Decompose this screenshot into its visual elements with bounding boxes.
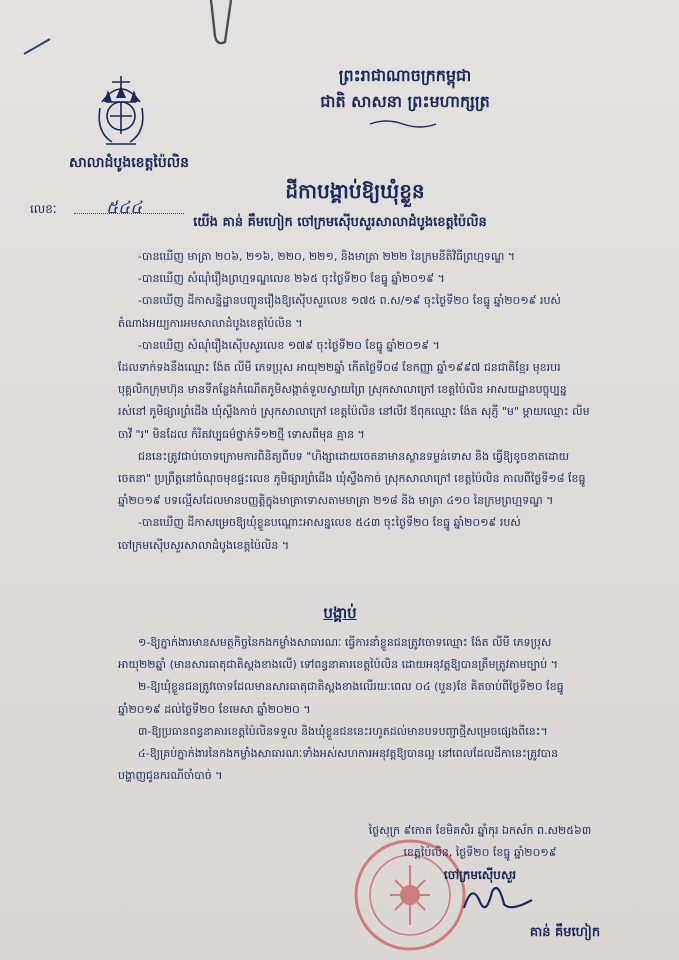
paragraph: -បានឃើញ ដីកាសន្និដ្ឋានបញ្ជូនរឿងឱ្យស៊ើបសួរលេខ ១៧៥ ព.ស/១៩ ចុះថ្ងៃទី២០ ខែធ្នូ ឆ្នាំ២០១៩ របស់	[138, 294, 561, 308]
number-value: ៥៤៤	[106, 198, 143, 218]
order-item: ឆ្នាំ២០១៩ ដល់ថ្ងៃទី២០ ខែមេសា ឆ្នាំ២០២០ ។	[118, 702, 311, 716]
paragraph: ឆ្នាំ២០១៩ បទល្មើសដែលមានបញ្ញត្តិក្នុងមាត្រាទោសតាមមាត្រា ២១៨ និង មាត្រា ៤១០ នៃក្រមព្រហ្មទណ្ឌ ។	[118, 494, 554, 508]
paragraph: -បានឃើញ សំណុំរឿងព្រហ្មទណ្ឌលេខ ២៦៥ ចុះថ្ងៃទី២០ ខែធ្នូ ឆ្នាំ២០១៩ ។	[138, 272, 445, 286]
place-date: ខេត្តប៉ៃលិន, ថ្ងៃទី២០ ខែធ្នូ ឆ្នាំ២០១៩	[403, 846, 557, 859]
paragraph: -បានឃើញ ដីកាសម្រេចឱ្យឃុំខ្លួនបណ្ដោះអាសន្នលេខ ៥៤៣ ចុះថ្ងៃទី២០ ខែធ្នូ ឆ្នាំ២០១៩ របស់	[138, 516, 521, 530]
number-label: លេខៈ	[30, 202, 57, 216]
ornament-divider-icon	[368, 118, 438, 130]
paragraph: -បានឃើញ មាត្រា ២០៦, ២១៦, ២២០, ២២១, និងមាត្រា ២២២ នៃក្រមនីតិវិធីព្រហ្មទណ្ឌ ។	[138, 250, 516, 263]
paragraph: -បានឃើញ សំណុំរឿងស៊ើបសួរលេខ ១៧៩ ចុះថ្ងៃទី២០ ខែធ្នូ ឆ្នាំ២០១៩ ។	[138, 338, 440, 352]
court-emblem-icon	[92, 72, 150, 150]
order-item: ៤-ឱ្យគ្រប់ភ្នាក់ងារនៃកងកម្លាំងសាធារណៈទាំងអស់សហការអនុវត្តឱ្យបានល្អ នៅពេលដែលដីកានេះត្រូវបាន	[138, 747, 559, 761]
paragraph: រស់នៅ ភូមិផ្សារព្រំដើង ឃុំស្ទឹងកាច់ ស្រុកសាលាក្រៅ ខេត្តប៉ៃលិន នៅលីវ ឪពុកឈ្មោះ ង៉ែត សុភ្ញី "ម" ម្ដាយឈ្មោះ លីម	[118, 405, 590, 419]
paragraph: តំណាងអយ្យការអមសាលាដំបូងខេត្តប៉ៃលិន ។	[118, 316, 303, 330]
document-title: ដីកាបង្គាប់ឱ្យឃុំខ្លួន	[285, 179, 425, 203]
paragraph: ដែលទាក់ទងនឹងឈ្មោះ ង៉ែត លីមី ភេទប្រុស អាយុ២២ឆ្នាំ កើតថ្ងៃទី០៨ ខែកញ្ញា ឆ្នាំ១៩៩៧ ជនជាតិខ្មែរ មុខរបរ	[118, 361, 561, 375]
signature-block	[330, 820, 630, 886]
document-heading: យើង គាន់ គឹមហៀក ចៅក្រមស៊ើបសួរសាលាដំបូងខេត្តប៉ៃលិន	[193, 215, 487, 230]
pen-mark-icon	[22, 36, 54, 56]
paragraph: ជននេះត្រូវជាប់ចោទក្រោមការពិនិត្យពីបទ "ហិង្សាដោយចេតនាមានស្ថានទម្ងន់ទោស និង ធ្វើឱ្យខូចខាតដោយ	[138, 449, 570, 463]
orders-list	[118, 632, 628, 787]
paper-clip-icon	[205, 0, 235, 48]
paragraph: ចៅក្រមស៊ើបសួរសាលាដំបូងខេត្តប៉ៃលិន ។	[118, 538, 290, 552]
document-body	[118, 246, 628, 557]
order-item: ១-ឱ្យភ្នាក់ងារមានសមត្ថកិច្ចនៃកងកម្លាំងសាធារណៈ ធ្វើការនាំខ្លួនជនត្រូវចោទឈ្មោះ ង៉ែត លីមី ភេទប្រុស	[138, 636, 552, 649]
paragraph: បុគ្គលិកក្រុមហ៊ុន មានទីកន្លែងកំណើតភូមិសង្កាត់ទួលស្វាយព្រៃ ស្រុកសាលាក្រៅ ខេត្តប៉ៃលិន អាសយដ្ឋានបច្ចុប្បន្ន	[118, 383, 567, 397]
department-name: សាលាដំបូងខេត្តប៉ៃលិន	[69, 155, 189, 171]
lunar-date: ថ្ងៃសុក្រ ៩កោត ខែមិគសិរ ឆ្នាំកុរ ឯកស័ក ព.ស២៥៦៣	[368, 824, 592, 837]
order-item: ២-ឱ្យឃុំខ្លួនជនត្រូវចោទដែលមានសារធាតុជាតិស្ពងខាងលើរយៈពេល ០៤ (បួន)ខែ គិតចាប់ពីថ្ងៃទី២០ ខែធ្នូ	[138, 680, 564, 694]
kingdom-line1: ព្រះរាជាណាចក្រកម្ពុជា	[338, 66, 472, 85]
signer-name: គាន់ គឹមហៀក	[529, 925, 601, 940]
signer-role: ចៅក្រមស៊ើបសួរ	[443, 868, 517, 882]
kingdom-motto	[240, 63, 570, 115]
kingdom-line2: ជាតិ សាសនា ព្រះមហាក្សត្រ	[320, 92, 490, 111]
paragraph: ចេតនា" ប្រព្រឹត្តនៅចំណុចមុខផ្ទះលេខ ភូមិផ្សារព្រំដើង ឃុំស្ទឹងកាច់ ស្រុកសាលាក្រៅ ខេត្តប៉ៃលិន កាលពីថ្ងៃទី១៨ ខែធ្នូ	[118, 472, 586, 486]
order-item: ៣-ឱ្យប្រធានពន្ធនាគារខេត្តប៉ៃលិនទទួល និងឃុំខ្លួនជននេះរហូតដល់មានបទបញ្ជាថ្មីសម្រេចផ្សេងពីនេះ។	[138, 724, 548, 738]
orders-title: បង្គាប់	[323, 604, 357, 622]
order-item: អាយុ២២ឆ្នាំ (មានសារធាតុជាតិស្ពងខាងលើ) ទៅពន្ធនាគារខេត្តប៉ៃលិន ដោយអនុវត្តឱ្យបានត្រឹមត្រូវតាមច្បាប់ ។	[118, 658, 558, 672]
handwritten-signature-icon	[458, 878, 538, 918]
paragraph: ចាវី "រ" មិនដែល កំរិតវប្បធម៌ថ្នាក់ទី១២ថ្មី ទោសពីមុន គ្មាន ។	[118, 427, 365, 441]
order-item: បង្ហាញជូនករណីចាំបាច់ ។	[118, 769, 223, 783]
